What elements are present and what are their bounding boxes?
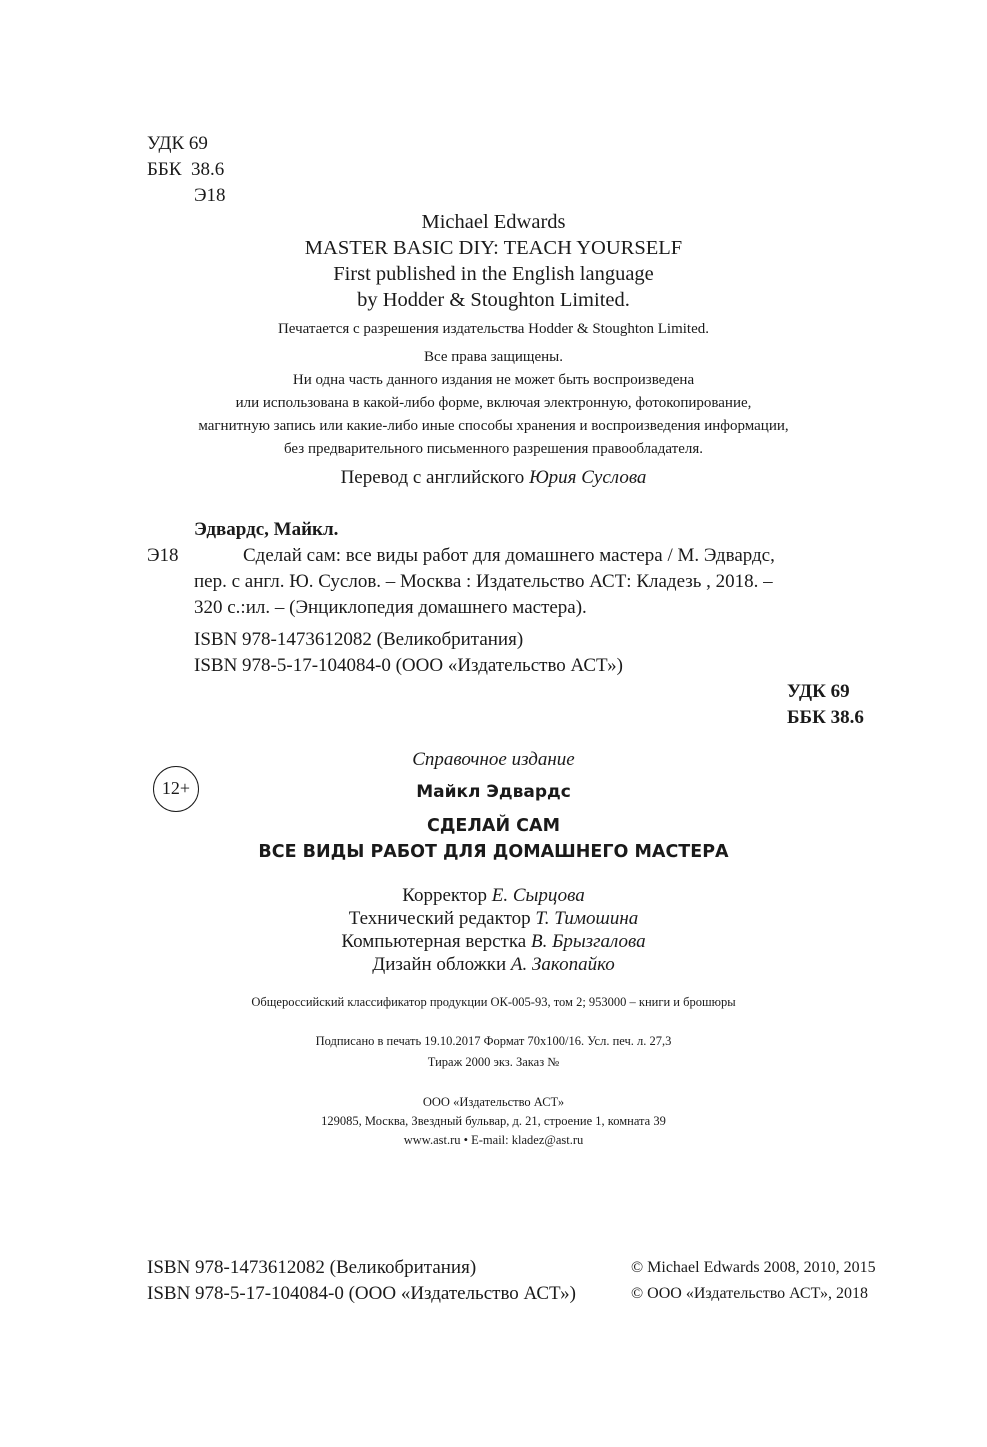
credit-name: Т. Тимошина (535, 908, 639, 929)
credit-proofreader (0, 885, 987, 907)
rights-line: или использована в какой-либо форме, включая электронную, фотокопирование, (235, 395, 752, 411)
credit-role: Дизайн обложки (372, 954, 511, 975)
credit-cover-design (0, 954, 987, 976)
credit-role: Корректор (402, 885, 492, 906)
original-publisher: by Hodder & Stoughton Limited. (357, 289, 630, 311)
credit-tech-editor (0, 908, 987, 930)
original-title: MASTER BASIC DIY: TEACH YOURSELF (304, 237, 683, 259)
footer-isbn: ISBN 978-5-17-104084-0 (ООО «Издательство АСТ») (147, 1283, 576, 1304)
copyright-line: © Michael Edwards 2008, 2010, 2015 (631, 1259, 876, 1276)
translation-prefix: Перевод с английского (340, 467, 530, 488)
author-mark: Э18 (194, 185, 226, 206)
footer-isbn: ISBN 978-1473612082 (Великобритания) (147, 1257, 477, 1278)
catalog-mark: Э18 (147, 545, 179, 566)
translator-name: Юрия Суслова (529, 467, 647, 488)
rights-reserved: Все права защищены. (424, 349, 563, 365)
credit-layout (0, 931, 987, 953)
catalog-isbn: ISBN 978-5-17-104084-0 (ООО «Издательство АСТ») (194, 655, 623, 676)
rights-line: Ни одна часть данного издания не может быть воспроизведена (292, 372, 695, 388)
book-title-line2: ВСЕ ВИДЫ РАБОТ ДЛЯ ДОМАШНЕГО МАСТЕРА (258, 842, 729, 862)
catalog-udk: УДК 69 (787, 681, 850, 702)
original-author: Michael Edwards (421, 211, 566, 233)
permission-note: Печатается с разрешения издательства Hodder & Stoughton Limited. (277, 321, 710, 337)
udk-code: УДК 69 (147, 133, 208, 154)
translation-credit (0, 467, 987, 489)
catalog-desc-line: 320 с.:ил. – (Энциклопедия домашнего мастера). (194, 597, 587, 618)
edition-type: Справочное издание (412, 749, 575, 770)
catalog-desc-line: Сделай сам: все виды работ для домашнего мастера / М. Эдвардс, (243, 545, 775, 566)
catalog-author-heading: Эдвардс, Майкл. (194, 519, 339, 540)
publisher-contacts: www.ast.ru • E-mail: kladez@ast.ru (403, 1133, 584, 1147)
first-published: First published in the English language (333, 263, 654, 285)
publisher-name: ООО «Издательство АСТ» (422, 1095, 565, 1109)
credit-name: В. Брызгалова (531, 931, 646, 952)
credit-role: Компьютерная верстка (341, 931, 531, 952)
catalog-isbn: ISBN 978-1473612082 (Великобритания) (194, 629, 524, 650)
rights-line: без предварительного письменного разрешения правообладателя. (284, 441, 703, 457)
credit-name: Е. Сырцова (491, 885, 585, 906)
catalog-bbk: ББК 38.6 (787, 707, 864, 728)
copyright-line: © ООО «Издательство АСТ», 2018 (631, 1285, 868, 1302)
credit-name: А. Закопайко (510, 954, 615, 975)
rights-line: магнитную запись или какие-либо иные способы хранения и воспроизведения информации, (198, 418, 789, 434)
publisher-address: 129085, Москва, Звездный бульвар, д. 21, строение 1, комната 39 (321, 1114, 666, 1128)
bbk-code: ББК 38.6 (147, 159, 225, 180)
author-name-ru: Майкл Эдвардс (416, 782, 571, 802)
print-signed: Подписано в печать 19.10.2017 Формат 70x100/16. Усл. печ. л. 27,3 (315, 1034, 672, 1048)
product-classifier: Общероссийский классификатор продукции ОК-005-93, том 2; 953000 – книги и брошюры (251, 995, 736, 1009)
age-rating-badge: 12+ (153, 766, 199, 812)
credit-role: Технический редактор (348, 908, 536, 929)
catalog-desc-line: пер. с англ. Ю. Суслов. – Москва : Издательство АСТ: Кладезь , 2018. – (194, 571, 773, 592)
book-title-line1: СДЕЛАЙ САМ (426, 816, 560, 836)
print-run: Тираж 2000 экз. Заказ № (427, 1055, 560, 1069)
